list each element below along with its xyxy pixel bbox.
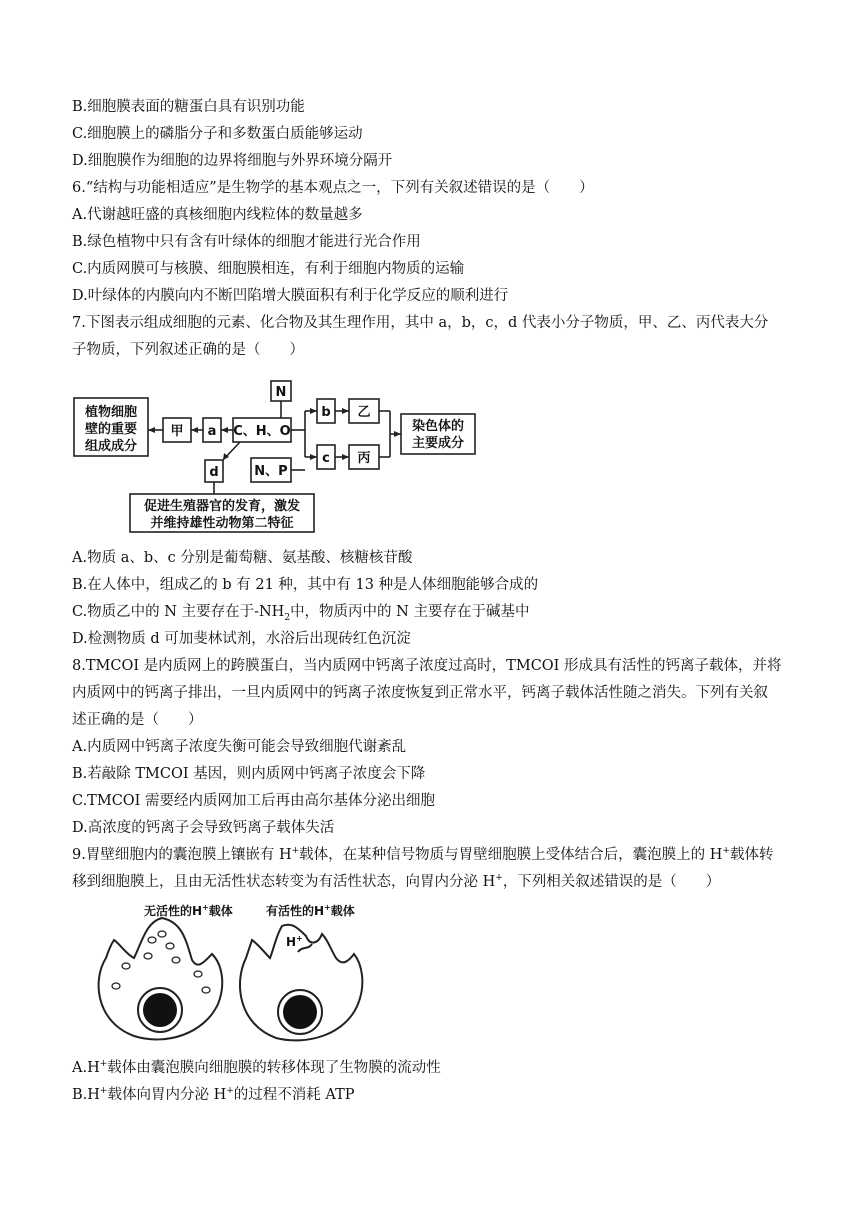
q9-figure bbox=[86, 900, 386, 1050]
plant-wall-line3: 组成成分 bbox=[84, 439, 138, 454]
q9-option-b: B.H+载体向胃内分泌 H+的过程不消耗 ATP bbox=[72, 1086, 355, 1103]
active-carrier-label: 有活性的H+载体 bbox=[266, 903, 355, 918]
n-label: N bbox=[275, 385, 287, 400]
q6-option-b: B.绿色植物中只有含有叶绿体的细胞才能进行光合作用 bbox=[72, 234, 421, 250]
q7-option-d: D.检测物质 d 可加斐林试剂，水浴后出现砖红色沉淀 bbox=[72, 631, 411, 647]
q8-option-a: A.内质网中钙离子浓度失衡可能会导致细胞代谢紊乱 bbox=[72, 739, 407, 755]
np-label: N、P bbox=[254, 464, 288, 479]
q5-option-d: D.细胞膜作为细胞的边界将细胞与外界环境分隔开 bbox=[72, 153, 393, 169]
promote-line1: 促进生殖器官的发育，激发 bbox=[143, 499, 301, 514]
a-label: a bbox=[207, 424, 217, 439]
q7-option-a: A.物质 a、b、c 分别是葡萄糖、氨基酸、核糖核苷酸 bbox=[72, 550, 413, 566]
inactive-carrier-label: 无活性的H+载体 bbox=[144, 903, 233, 918]
q5-option-c: C.细胞膜上的磷脂分子和多数蛋白质能够运动 bbox=[72, 126, 363, 142]
q8-stem-line2: 内质网中的钙离子排出，一旦内质网中的钙离子浓度恢复到正常水平，钙离子载体活性随之消失。下列有关叙 bbox=[72, 685, 768, 701]
q7-stem-line2: 子物质，下列叙述正确的是（ ） bbox=[72, 342, 304, 358]
q7-option-c: C.物质乙中的 N 主要存在于$-NH_2$中，物质丙中的 N 主要存在于碱基中 bbox=[72, 604, 530, 623]
q8-stem-line1: 8.TMCOI 是内质网上的跨膜蛋白，当内质网中钙离子浓度过高时，TMCOI 形成具有活性的钙离子载体，并将 bbox=[72, 658, 782, 674]
q7-option-b: B.在人体中，组成乙的 b 有 21 种，其中有 13 种是人体细胞能够合成的 bbox=[72, 577, 539, 593]
q5-option-b: B.细胞膜表面的糖蛋白具有识别功能 bbox=[72, 99, 305, 115]
q9-option-a: A.H+载体由囊泡膜向细胞膜的转移体现了生物膜的流动性 bbox=[72, 1059, 441, 1076]
q7-diagram bbox=[72, 376, 482, 538]
d-label: d bbox=[209, 465, 219, 480]
c-label: c bbox=[322, 451, 330, 466]
q8-option-b: B.若敲除 TMCOI 基因，则内质网中钙离子浓度会下降 bbox=[72, 766, 426, 782]
q8-option-d: D.高浓度的钙离子会导致钙离子载体失活 bbox=[72, 820, 335, 836]
chrom-line2: 主要成分 bbox=[411, 436, 465, 451]
q6-option-a: A.代谢越旺盛的真核细胞内线粒体的数量越多 bbox=[72, 207, 363, 223]
yi-label: 乙 bbox=[357, 405, 371, 420]
q7-stem-line1: 7.下图表示组成细胞的元素、化合物及其生理作用，其中 a，b，c，d 代表小分子物质，甲、乙、丙代表大分 bbox=[72, 315, 769, 331]
q8-option-c: C.TMCOI 需要经内质网加工后再由高尔基体分泌出细胞 bbox=[72, 793, 436, 809]
plant-wall-line1: 植物细胞 bbox=[84, 405, 138, 420]
q9-stem-line2: 移到细胞膜上，且由无活性状态转变为有活性状态，向胃内分泌 H+，下列相关叙述错误的是（ ） bbox=[72, 873, 721, 890]
q8-stem-line3: 述正确的是（ ） bbox=[72, 712, 203, 728]
plant-wall-line2: 壁的重要 bbox=[84, 422, 138, 437]
jia-label: 甲 bbox=[170, 424, 184, 439]
q9-stem-line1: 9.胃壁细胞内的囊泡膜上镶嵌有 H+载体，在某种信号物质与胃壁细胞膜上受体结合后，囊泡膜上的 H+载体转 bbox=[72, 846, 774, 863]
q6-stem: 6.“结构与功能相适应”是生物学的基本观点之一，下列有关叙述错误的是（ ） bbox=[72, 180, 594, 196]
promote-line2: 并维持雄性动物第二特征 bbox=[150, 516, 294, 531]
chrom-line1: 染色体的 bbox=[411, 419, 465, 434]
cho-label: C、H、O bbox=[233, 424, 291, 439]
q6-option-d: D.叶绿体的内膜向内不断凹陷增大膜面积有利于化学反应的顺利进行 bbox=[72, 288, 509, 304]
bing-label: 丙 bbox=[357, 451, 371, 466]
h-plus-label: H+ bbox=[286, 934, 303, 949]
b-label: b bbox=[321, 405, 331, 420]
q6-option-c: C.内质网膜可与核膜、细胞膜相连，有利于细胞内物质的运输 bbox=[72, 261, 465, 277]
